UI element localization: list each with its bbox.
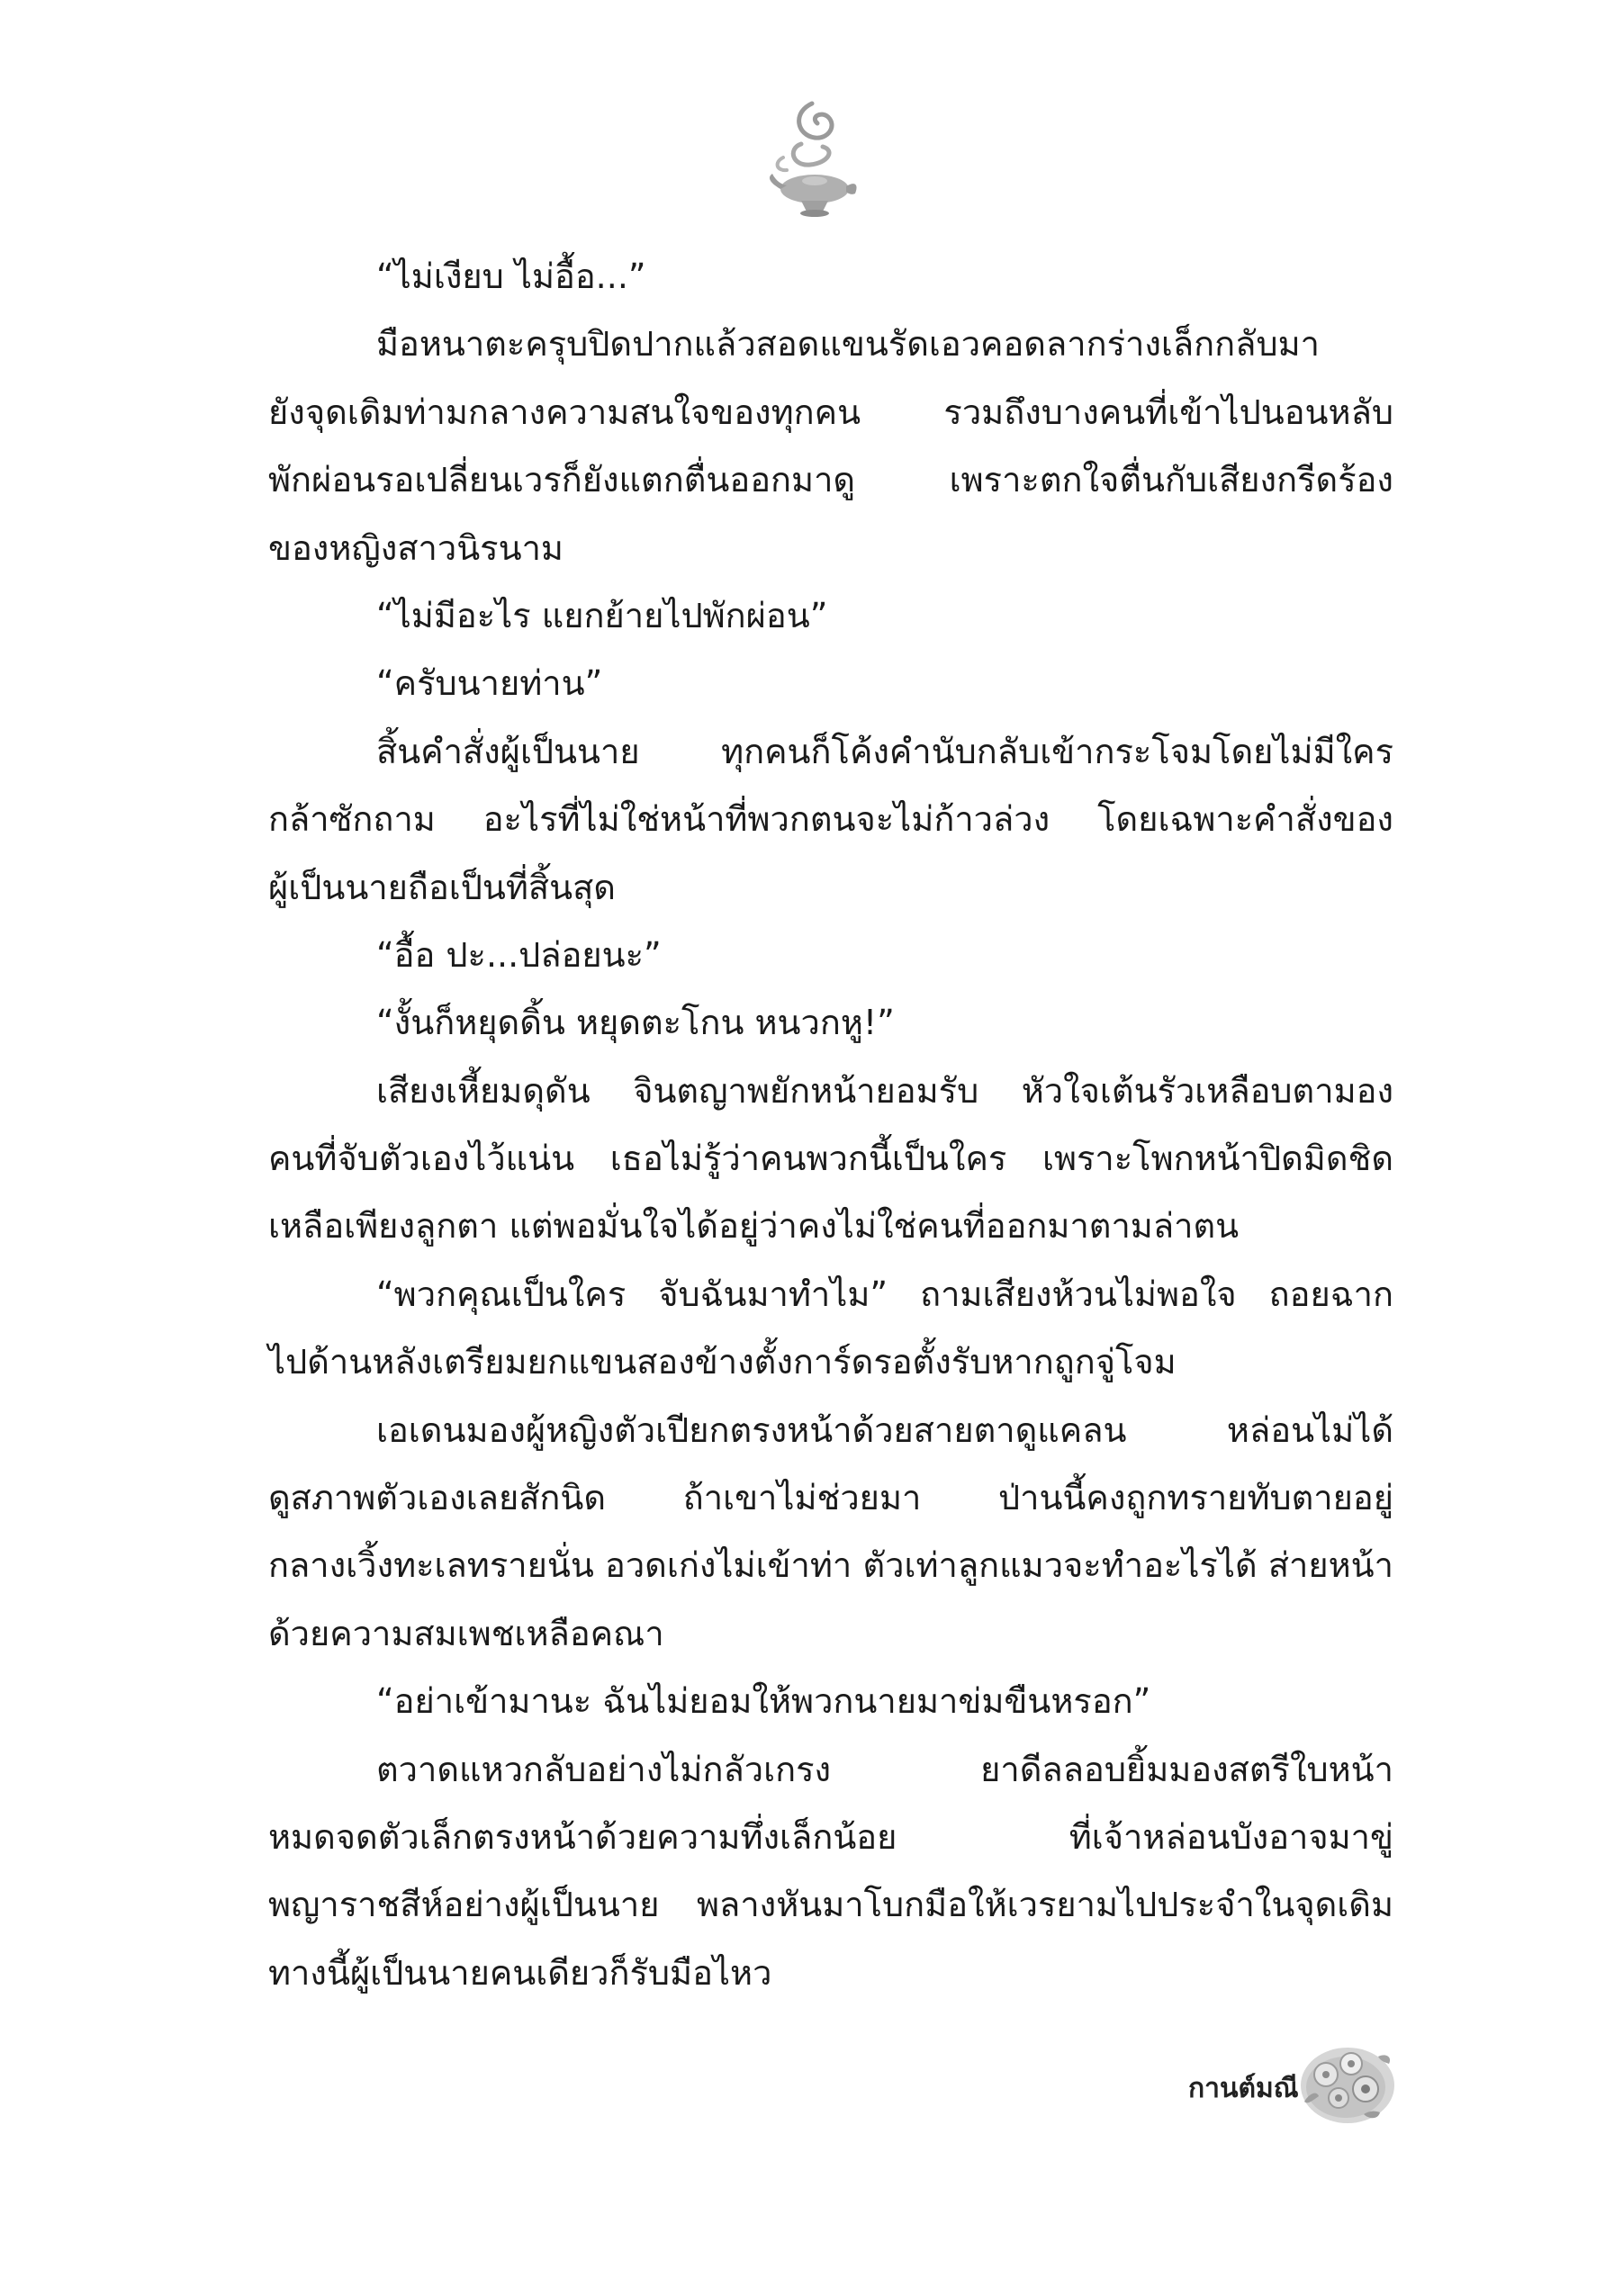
paragraph-line: ทางนี้ผู้เป็นนายคนเดียวก็รับมือไหว	[268, 1952, 772, 1993]
paragraph-line: กล้าซักถาม อะไรที่ไม่ใช่หน้าที่พวกตนจะไม่ก้าวล่วง โดยเฉพาะคำสั่งของ	[268, 799, 1393, 840]
paragraph-line: “ครับนายท่าน”	[376, 663, 603, 704]
paragraph-line: คนที่จับตัวเองไว้แน่น เธอไม่รู้ว่าคนพวกนี้เป็นใคร เพราะโพกหน้าปิดมิดชิด	[268, 1139, 1393, 1179]
paragraph-line: “อื้อ ปะ...ปล่อยนะ”	[376, 934, 662, 975]
paragraph-line: เหลือเพียงลูกตา แต่พอมั่นใจได้อยู่ว่าคงไม่ใช่คนที่ออกมาตามล่าตน	[268, 1206, 1240, 1247]
paragraph-line: ด้วยความสมเพชเหลือคณา	[268, 1613, 664, 1653]
paragraph-line: เสียงเหี้ยมดุดัน จินตญาพยักหน้ายอมรับ หัวใจเต้นรัวเหลือบตามอง	[376, 1070, 1393, 1111]
paragraph-line: ตวาดแหวกลับอย่างไม่กลัวเกรง ยาดีลลอบยิ้มมองสตรีใบหน้า	[376, 1749, 1393, 1789]
paragraph-line: “ไม่มีอะไร แยกย้ายไปพักผ่อน”	[376, 595, 828, 635]
paragraph-line: มือหนาตะครุบปิดปากแล้วสอดแขนรัดเอวคอดลากร่างเล็กกลับมา	[376, 324, 1320, 365]
paragraph-line: ผู้เป็นนายถือเป็นที่สิ้นสุด	[268, 867, 616, 907]
flower-bouquet-icon	[1292, 2030, 1400, 2133]
paragraph-line: สิ้นคำสั่งผู้เป็นนาย ทุกคนก็โค้งคำนับกลับเข้ากระโจมโดยไม่มีใคร	[376, 731, 1393, 771]
paragraph-line: ยังจุดเดิมท่ามกลางความสนใจของทุกคน รวมถึงบางคนที่เข้าไปนอนหลับ	[268, 392, 1393, 432]
paragraph-line: พักผ่อนรอเปลี่ยนเวรก็ยังแตกตื่นออกมาดู เพราะตกใจตื่นกับเสียงกรีดร้อง	[268, 460, 1393, 500]
paragraph-line: ของหญิงสาวนิรนาม	[268, 527, 564, 568]
body-text	[268, 243, 1393, 2007]
paragraph-line: เอเดนมองผู้หญิงตัวเปียกตรงหน้าด้วยสายตาดูแคลน หล่อนไม่ได้	[376, 1409, 1393, 1450]
paragraph-line: “พวกคุณเป็นใคร จับฉันมาทำไม” ถามเสียงห้วนไม่พอใจ ถอยฉาก	[376, 1274, 1393, 1314]
paragraph-line: กลางเวิ้งทะเลทรายนั่น อวดเก่งไม่เข้าท่า ตัวเท่าลูกแมวจะทำอะไรได้ ส่ายหน้า	[268, 1545, 1393, 1586]
paragraph-line: ไปด้านหลังเตรียมยกแขนสองข้างตั้งการ์ดรอตั้งรับหากถูกจู่โจม	[268, 1342, 1177, 1382]
paragraph-line: หมดจดตัวเล็กตรงหน้าด้วยความทึ่งเล็กน้อย ที่เจ้าหล่อนบังอาจมาขู่	[268, 1816, 1393, 1857]
paragraph-line: พญาราชสีห์อย่างผู้เป็นนาย พลางหันมาโบกมือให้เวรยามไปประจำในจุดเดิม	[268, 1885, 1393, 1925]
genie-lamp-icon	[765, 95, 860, 230]
paragraph-line: “ไม่เงียบ ไม่อื้อ...”	[376, 257, 646, 296]
paragraph-line: ดูสภาพตัวเองเลยสักนิด ถ้าเขาไม่ช่วยมา ป่านนี้คงถูกทรายทับตายอยู่	[268, 1478, 1393, 1518]
paragraph-line: “งั้นก็หยุดดิ้น หยุดตะโกน หนวกหู!”	[376, 1003, 895, 1043]
paragraph-line: “อย่าเข้ามานะ ฉันไม่ยอมให้พวกนายมาข่มขืนหรอก”	[376, 1681, 1151, 1722]
book-title: กานต์มณี	[1188, 2072, 1299, 2104]
